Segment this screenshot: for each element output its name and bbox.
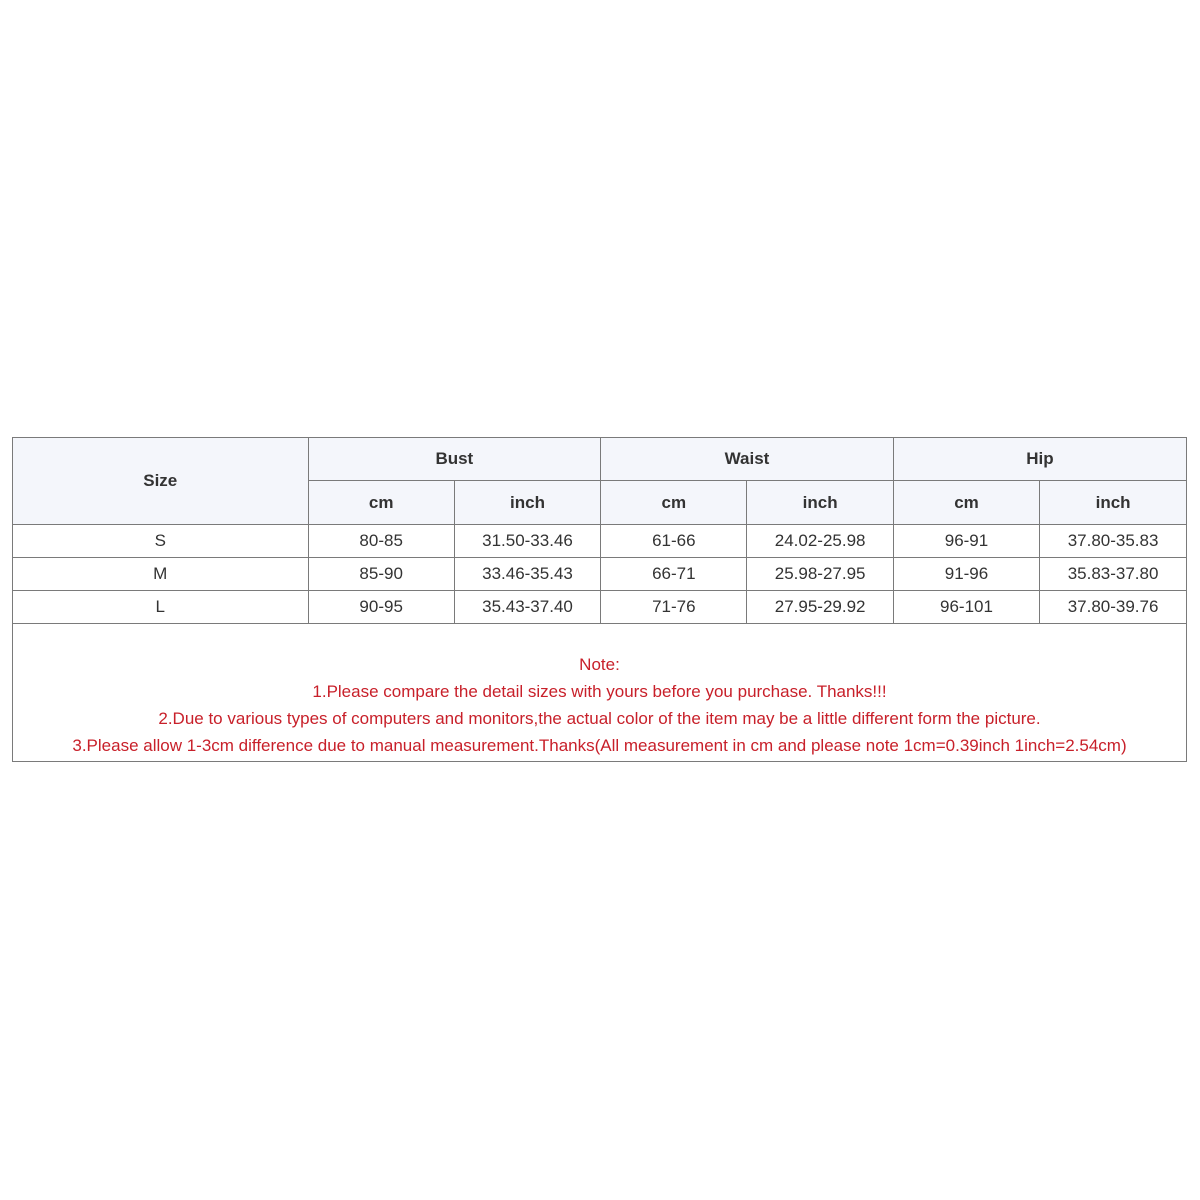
waist-header: Waist — [601, 438, 894, 481]
waist-cm-cell: 71-76 — [601, 591, 747, 624]
note-title: Note: — [579, 655, 620, 674]
hip-inch-cell: 37.80-39.76 — [1040, 591, 1186, 624]
hip-cm-cell: 96-91 — [893, 525, 1039, 558]
hip-header: Hip — [893, 438, 1186, 481]
waist-inch-cell: 24.02-25.98 — [747, 525, 893, 558]
table-row — [13, 591, 1186, 624]
waist-inch-cell: 27.95-29.92 — [747, 591, 893, 624]
hip-cm-cell: 91-96 — [893, 558, 1039, 591]
hip-inch-cell: 35.83-37.80 — [1040, 558, 1186, 591]
note-line: 3.Please allow 1-3cm difference due to manual measurement.Thanks(All measurement in cm and please note 1cm=0.39inch 1inch=2.54cm) — [72, 736, 1127, 755]
waist-cm-cell: 61-66 — [601, 525, 747, 558]
note-line: 1.Please compare the detail sizes with yours before you purchase. Thanks!!! — [312, 682, 887, 701]
hip-cm-header: cm — [893, 481, 1039, 525]
waist-cm-cell: 66-71 — [601, 558, 747, 591]
hip-cm-cell: 96-101 — [893, 591, 1039, 624]
bust-inch-cell: 33.46-35.43 — [454, 558, 600, 591]
size-cell: S — [13, 525, 308, 558]
bust-cm-cell: 80-85 — [308, 525, 454, 558]
bust-header: Bust — [308, 438, 601, 481]
table-row — [13, 558, 1186, 591]
waist-cm-header: cm — [601, 481, 747, 525]
bust-cm-cell: 85-90 — [308, 558, 454, 591]
size-cell: L — [13, 591, 308, 624]
waist-inch-header: inch — [747, 481, 893, 525]
size-cell: M — [13, 558, 308, 591]
bust-cm-cell: 90-95 — [308, 591, 454, 624]
bust-inch-header: inch — [454, 481, 600, 525]
notes-section — [13, 624, 1186, 759]
table-header-row — [13, 438, 1186, 481]
bust-inch-cell: 35.43-37.40 — [454, 591, 600, 624]
note-line: 2.Due to various types of computers and monitors,the actual color of the item may be a little different form the picture. — [158, 709, 1041, 728]
bust-cm-header: cm — [308, 481, 454, 525]
waist-inch-cell: 25.98-27.95 — [747, 558, 893, 591]
hip-inch-header: inch — [1040, 481, 1186, 525]
size-chart — [12, 437, 1187, 762]
hip-inch-cell: 37.80-35.83 — [1040, 525, 1186, 558]
bust-inch-cell: 31.50-33.46 — [454, 525, 600, 558]
size-table — [13, 438, 1186, 624]
size-column-header: Size — [13, 438, 308, 525]
table-row — [13, 525, 1186, 558]
